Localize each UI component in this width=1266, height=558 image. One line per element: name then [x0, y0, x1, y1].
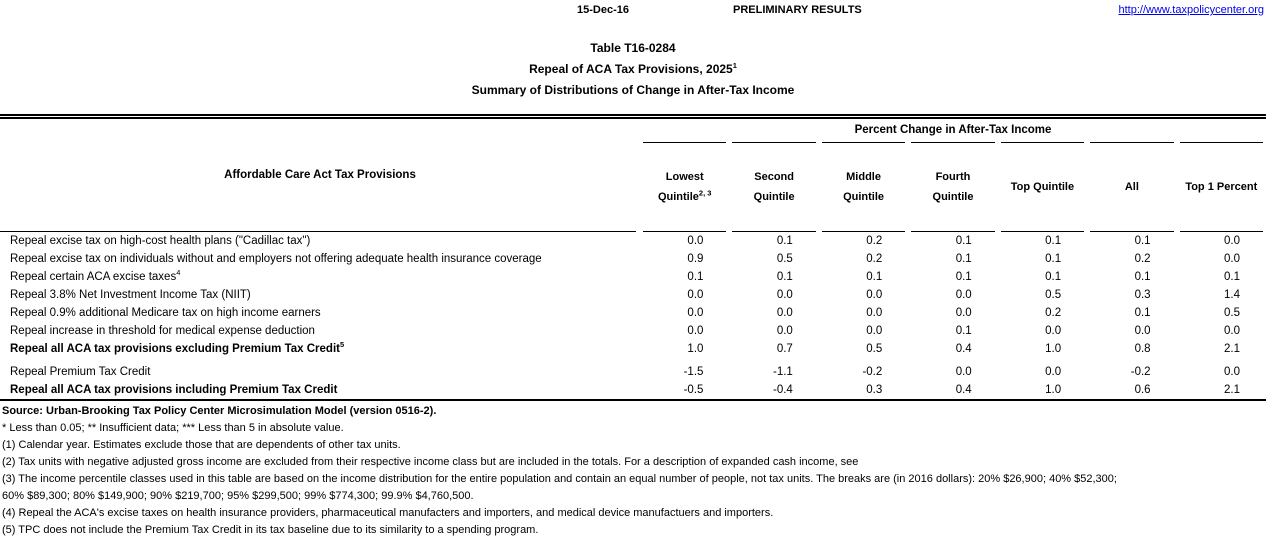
- row-label: Repeal Premium Tax Credit: [10, 366, 151, 378]
- value-cell: 0.0: [776, 289, 793, 301]
- footnote-ref-5: 5: [339, 340, 345, 350]
- value-cell: 0.0: [866, 307, 883, 319]
- value-cell: -0.4: [773, 384, 793, 396]
- value-cell: -1.5: [683, 366, 704, 378]
- footnote-ref-2-3: 2, 3: [698, 188, 712, 198]
- value-cell: 2.1: [1224, 343, 1240, 355]
- value-cell: 1.0: [1045, 343, 1062, 355]
- stub-header: Affordable Care Act Tax Provisions: [224, 169, 416, 181]
- value-cell: 0.0: [1224, 253, 1240, 265]
- row-label: Repeal 3.8% Net Investment Income Tax (NIIT): [10, 289, 251, 301]
- value-cell: 0.2: [1045, 307, 1062, 319]
- value-cell: 1.0: [687, 343, 704, 355]
- value-cell: 0.0: [955, 366, 972, 378]
- footnote-3-line-1: (3) The income percentile classes used in this table are based on the income distribution for the entire population and contain an equal number of people, not tax units. The breaks are (in 2016 dollars): 20% $26,900; 40% $52,300;: [2, 473, 1117, 485]
- footnote-3-line-2: 60% $89,300; 80% $149,900; 90% $219,700; 95% $299,500; 99% $774,300; 99.9% $4,760,500.: [2, 490, 474, 502]
- row-label: Repeal all ACA tax provisions including Premium Tax Credit: [10, 384, 338, 396]
- row-label: Repeal increase in threshold for medical expense deduction: [10, 325, 315, 337]
- value-cell: 0.1: [866, 271, 883, 283]
- footnote-2: (2) Tax units with negative adjusted gross income are excluded from their respective income class but are included in the totals. For a description of expanded cash income, see: [2, 456, 859, 468]
- footnote-1: (1) Calendar year. Estimates exclude those that are dependents of other tax units.: [2, 439, 401, 451]
- value-cell: 0.5: [866, 343, 883, 355]
- group-header-row: [0, 119, 1266, 142]
- value-cell: 0.4: [955, 343, 972, 355]
- footnote-ref-4: 4: [176, 268, 181, 278]
- value-cell: 0.5: [1045, 289, 1062, 301]
- stub-spacer: [0, 119, 640, 142]
- table-row: [0, 286, 1266, 304]
- table-row: [0, 232, 1266, 250]
- value-cell: 0.4: [955, 384, 972, 396]
- group-header: Percent Change in After-Tax Income: [854, 124, 1052, 136]
- value-cell: 0.1: [1045, 271, 1062, 283]
- column-header-all: All: [1124, 181, 1139, 193]
- footnote-4: (4) Repeal the ACA's excise taxes on health insurance providers, pharmaceutical manufacters and importers, and medical device manufactuers and importers.: [2, 507, 774, 519]
- row-label: Repeal certain ACA excise taxes$^4$: [10, 268, 181, 283]
- value-cell: 0.1: [1134, 235, 1151, 247]
- table-row: [0, 250, 1266, 268]
- value-cell: -0.2: [862, 366, 883, 378]
- preliminary-results-label: PRELIMINARY RESULTS: [733, 4, 862, 16]
- row-label: Repeal excise tax on individuals without and employers not offering adequate health insurance coverage: [10, 253, 542, 265]
- column-header-fourth-quintile: Fourth Quintile: [932, 171, 974, 203]
- table-row-total-including-ptc: [0, 381, 1266, 399]
- value-cell: 0.6: [1134, 384, 1151, 396]
- row-label: Repeal all ACA tax provisions excluding Premium Tax Credit$^5$: [10, 340, 345, 355]
- value-cell: 0.0: [1045, 366, 1062, 378]
- value-cell: 0.0: [776, 307, 793, 319]
- table-subtitle: Repeal of ACA Tax Provisions, 2025$^1$: [529, 61, 737, 76]
- value-cell: 0.3: [1134, 289, 1151, 301]
- value-cell: 0.0: [687, 235, 704, 247]
- value-cell: 0.1: [955, 271, 972, 283]
- table-description: Summary of Distributions of Change in After-Tax Income: [471, 83, 795, 97]
- value-cell: 0.0: [955, 289, 972, 301]
- value-cell: 0.0: [1224, 325, 1240, 337]
- legend-line: * Less than 0.05; ** Insufficient data; *** Less than 5 in absolute value.: [2, 422, 344, 434]
- value-cell: 1.4: [1224, 289, 1240, 301]
- value-cell: 0.0: [1224, 235, 1240, 247]
- column-header-middle-quintile: Middle Quintile: [843, 171, 885, 203]
- value-cell: -0.5: [683, 384, 704, 396]
- top-bar: [0, 0, 1266, 20]
- value-cell: 0.0: [866, 325, 883, 337]
- column-header-second-quintile: Second Quintile: [753, 171, 795, 203]
- value-cell: 0.2: [1134, 253, 1151, 265]
- value-cell: 0.1: [776, 271, 793, 283]
- value-cell: 0.0: [1045, 325, 1062, 337]
- value-cell: 0.0: [687, 307, 704, 319]
- taxpolicycenter-link[interactable]: http://www.taxpolicycenter.org: [1118, 4, 1264, 16]
- table-titles: [0, 38, 1266, 101]
- footnote-5: (5) TPC does not include the Premium Tax Credit in its tax baseline due to its similarity to a spending program.: [2, 524, 539, 536]
- value-cell: 0.5: [776, 253, 793, 265]
- value-cell: 0.0: [687, 325, 704, 337]
- value-cell: 0.1: [1045, 253, 1062, 265]
- value-cell: 0.5: [1224, 307, 1240, 319]
- column-header-row: [0, 143, 1266, 231]
- footnote-ref-1: 1: [732, 61, 737, 70]
- value-cell: 0.1: [1045, 235, 1062, 247]
- table-row: [0, 268, 1266, 286]
- report-date: 15-Dec-16: [577, 4, 629, 16]
- value-cell: -1.1: [773, 366, 793, 378]
- source-line: Source: Urban-Brooking Tax Policy Center Microsimulation Model (version 0516-2).: [2, 405, 437, 417]
- value-cell: 0.0: [955, 307, 972, 319]
- value-cell: 0.1: [1134, 307, 1151, 319]
- value-cell: -0.2: [1130, 366, 1151, 378]
- value-cell: 2.1: [1224, 384, 1240, 396]
- value-cell: 0.1: [776, 235, 793, 247]
- table-row: [0, 304, 1266, 322]
- value-cell: 0.0: [687, 289, 704, 301]
- value-cell: 0.2: [866, 235, 883, 247]
- value-cell: 0.1: [955, 325, 972, 337]
- column-header-top-quintile: Top Quintile: [1010, 181, 1075, 193]
- value-cell: 0.1: [955, 235, 972, 247]
- data-table: [0, 114, 1266, 401]
- value-cell: 0.8: [1134, 343, 1151, 355]
- value-cell: 0.9: [687, 253, 704, 265]
- column-header-lowest-quintile: Lowest Quintile$^{2, 3}$: [657, 171, 712, 203]
- value-cell: 0.1: [1224, 271, 1240, 283]
- row-label: Repeal excise tax on high-cost health plans ("Cadillac tax"): [10, 235, 311, 247]
- table-number-title: Table T16-0284: [590, 41, 676, 55]
- value-cell: 0.0: [776, 325, 793, 337]
- value-cell: 0.7: [776, 343, 793, 355]
- value-cell: 0.1: [687, 271, 704, 283]
- value-cell: 0.3: [866, 384, 883, 396]
- footnotes: [0, 403, 1266, 539]
- value-cell: 0.0: [1224, 366, 1240, 378]
- row-label: Repeal 0.9% additional Medicare tax on high income earners: [10, 307, 321, 319]
- table-row: [0, 363, 1266, 381]
- value-cell: 0.1: [955, 253, 972, 265]
- table-row: [0, 322, 1266, 340]
- value-cell: 0.1: [1134, 271, 1151, 283]
- table-row-total-excluding-ptc: [0, 340, 1266, 358]
- value-cell: 0.0: [866, 289, 883, 301]
- column-header-top-1-percent: Top 1 Percent: [1185, 181, 1258, 193]
- value-cell: 0.2: [866, 253, 883, 265]
- value-cell: 0.0: [1134, 325, 1151, 337]
- value-cell: 1.0: [1045, 384, 1062, 396]
